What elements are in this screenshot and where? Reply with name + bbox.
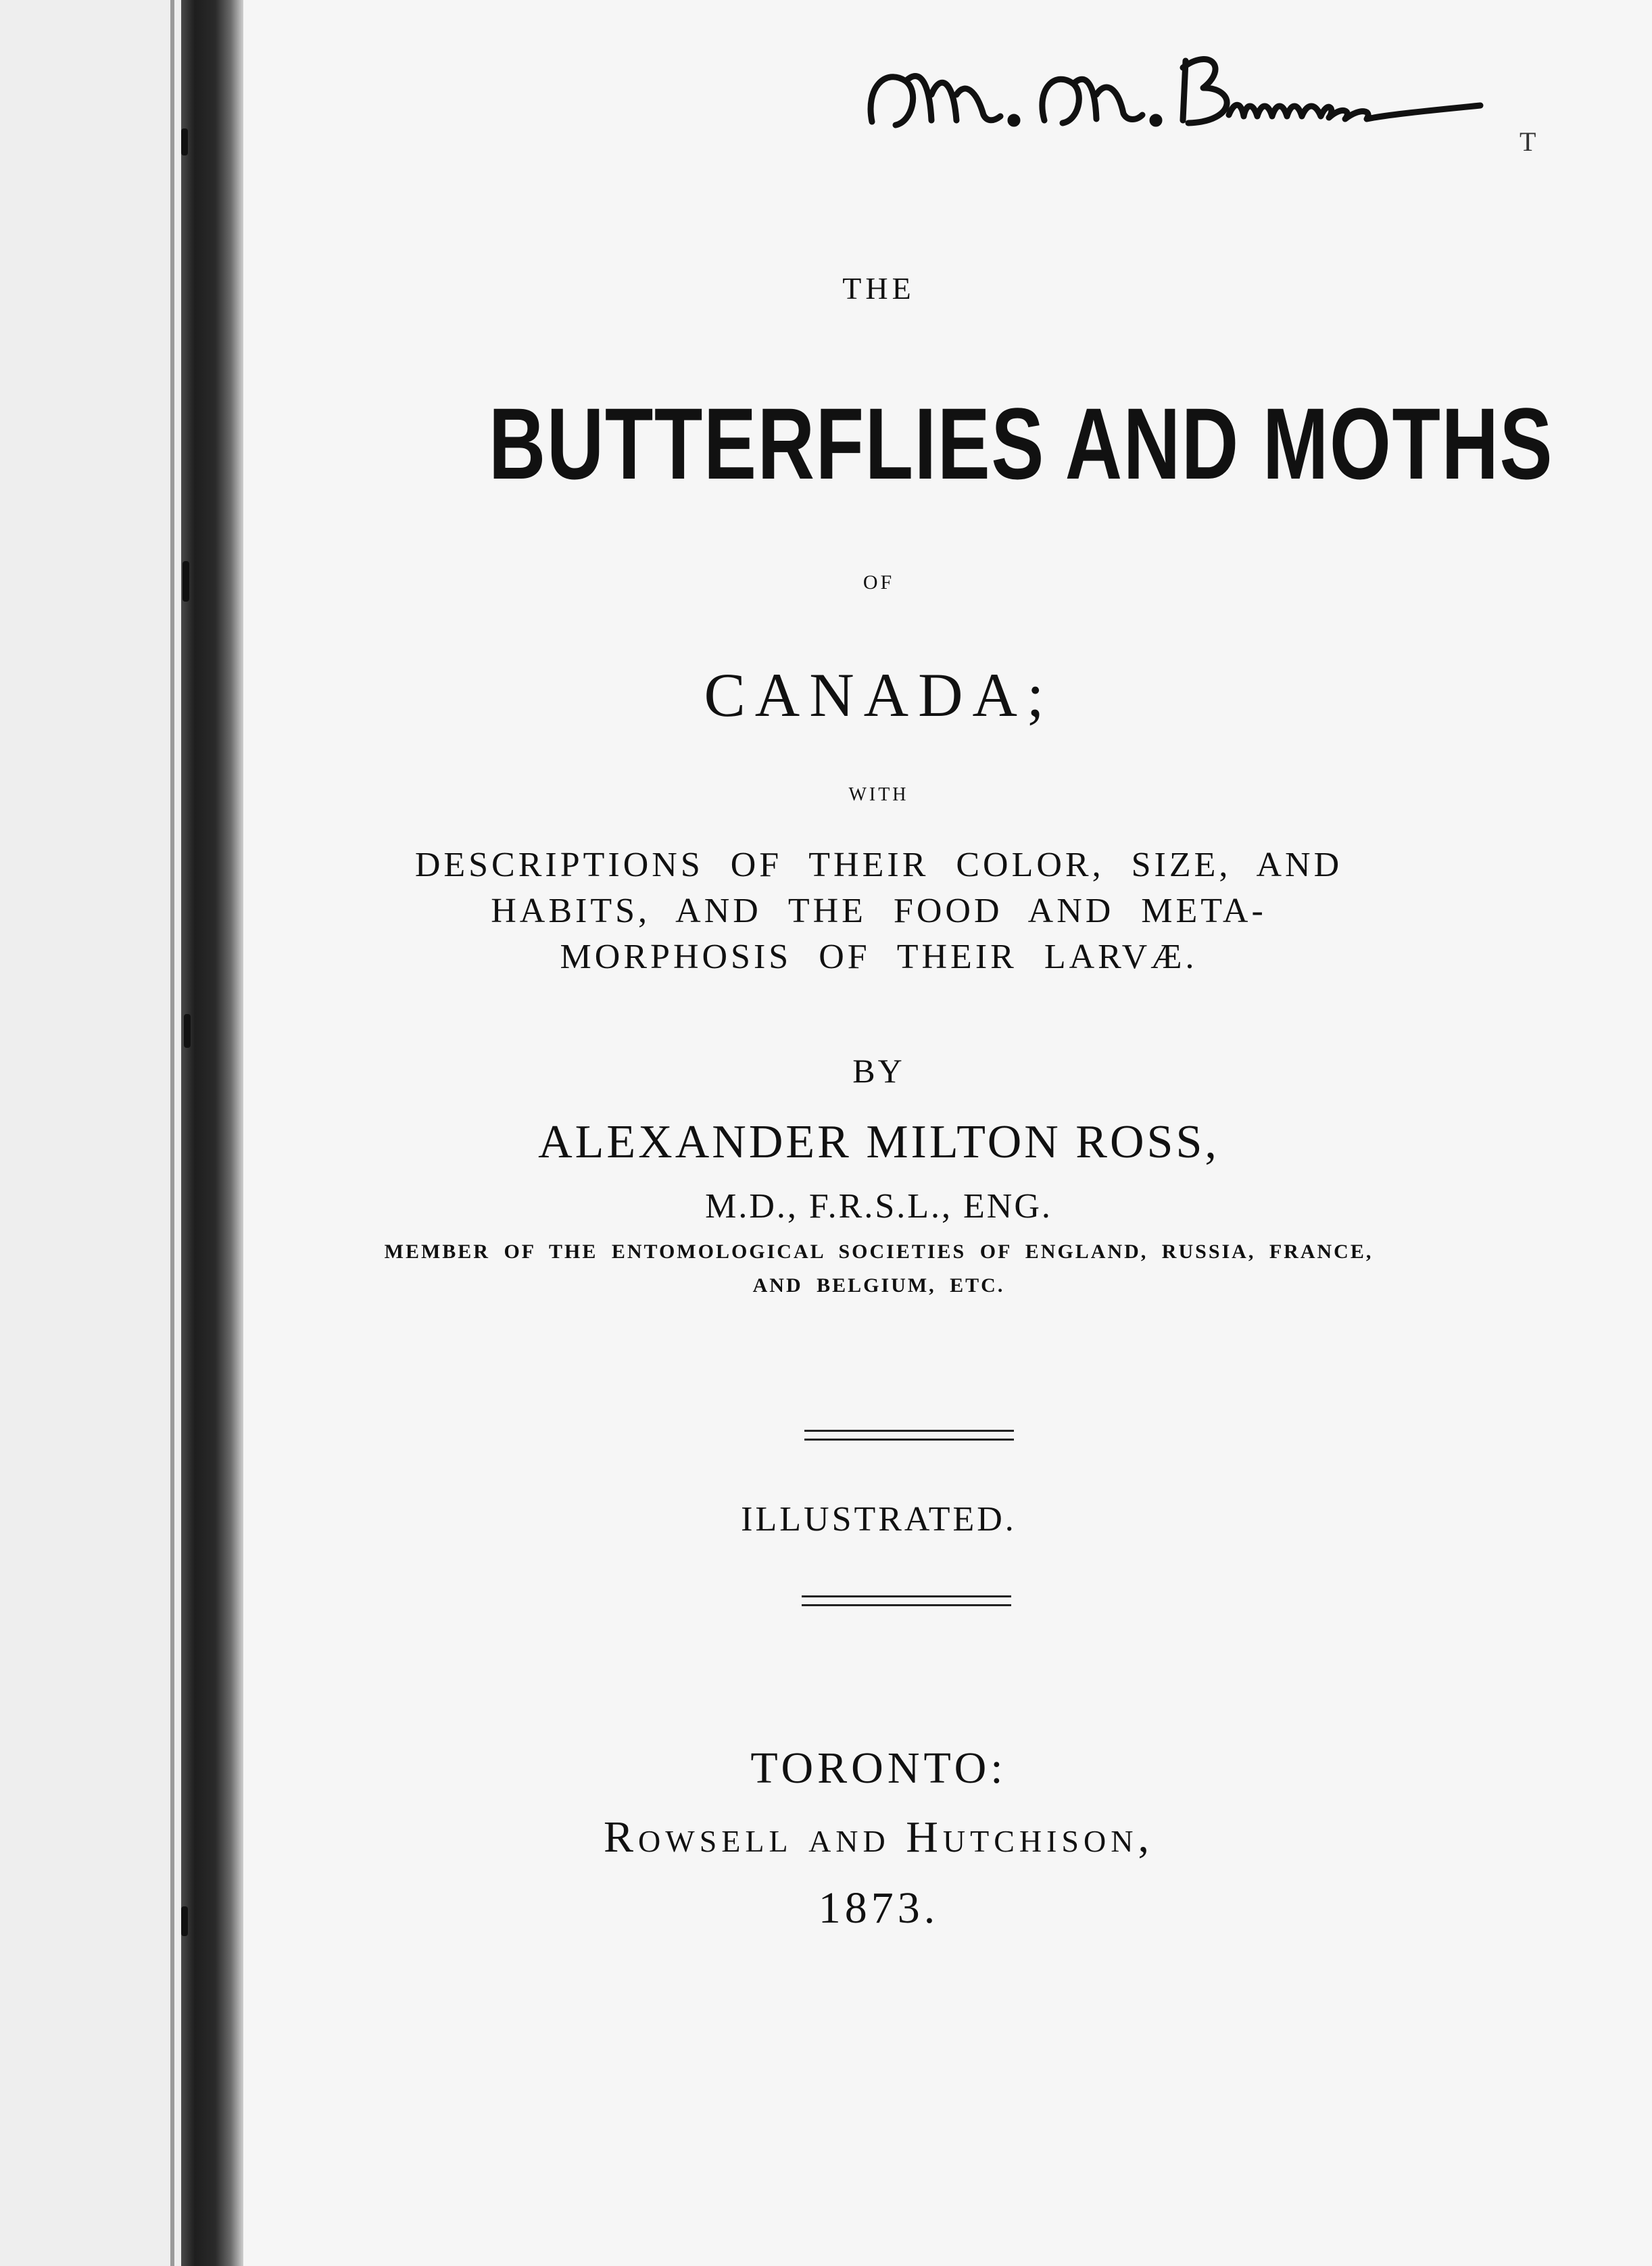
illustrated-note: ILLUSTRATED. (741, 1500, 1017, 1539)
author-degrees: M.D., F.R.S.L., ENG. (705, 1187, 1052, 1226)
gutter-fleck (181, 1906, 188, 1936)
author-membership: AND BELGIUM, ETC. (752, 1274, 1005, 1297)
title-place: CANADA; (704, 660, 1054, 729)
double-rule (804, 1430, 1014, 1432)
corner-mark: T (1520, 126, 1536, 157)
imprint-publisher: Rowsell and Hutchison, (604, 1812, 1154, 1862)
byline-by: BY (852, 1052, 905, 1090)
imprint-city: TORONTO: (750, 1743, 1007, 1793)
imprint-year: 1873. (818, 1883, 940, 1933)
subtitle-line: HABITS, AND THE FOOD AND META- (491, 892, 1267, 930)
title-article: THE (842, 271, 915, 306)
subtitle-line: MORPHOSIS OF THEIR LARVÆ. (560, 938, 1198, 976)
page-edge-line (170, 0, 174, 2266)
book-title: BUTTERFLIES AND MOTHS (488, 387, 1554, 500)
gutter-fleck (183, 561, 189, 602)
gutter-fleck (184, 1014, 191, 1048)
author-membership: MEMBER OF THE ENTOMOLOGICAL SOCIETIES OF ENGLAND, RUSSIA, FRANCE, (384, 1240, 1374, 1263)
handwritten-signature (858, 41, 1494, 149)
author-name: ALEXANDER MILTON ROSS, (538, 1116, 1219, 1168)
facing-page-edge (0, 0, 183, 2266)
gutter-fleck (181, 128, 188, 155)
double-rule (802, 1595, 1011, 1597)
double-rule (802, 1604, 1011, 1606)
subtitle-line: DESCRIPTIONS OF THEIR COLOR, SIZE, AND (414, 846, 1343, 884)
binding-gutter (181, 0, 243, 2266)
title-preposition: OF (863, 571, 895, 594)
subtitle-with: WITH (848, 784, 909, 805)
double-rule (804, 1439, 1014, 1441)
